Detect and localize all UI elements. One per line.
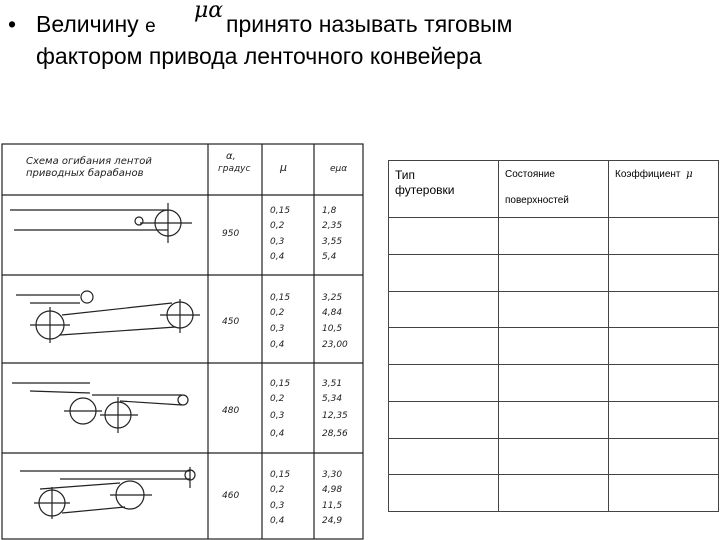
header-surface-state: [499, 161, 609, 218]
header-surface-state-line1: Состояние: [505, 169, 555, 180]
header-lining-type-line2: футеровки: [395, 183, 455, 197]
coef-table-header-row: [389, 161, 719, 218]
header-scheme-line1: Схема огибания лентой: [26, 156, 152, 167]
table-cell: [609, 218, 719, 255]
drive-scheme-scanned-table: [0, 143, 366, 540]
table-grid: [2, 144, 363, 539]
row-3-angle: 480: [222, 406, 240, 416]
row-4-e-2: 4,98: [322, 485, 343, 495]
row-1-angle: 950: [222, 229, 240, 239]
row-3-values: [222, 379, 348, 439]
row-2-e-4: 23,00: [322, 340, 348, 350]
table-cell: [499, 438, 609, 475]
row-1-values: [222, 206, 342, 262]
table-cell: [499, 475, 609, 512]
header-coefficient-label: Коэффициент: [615, 169, 681, 180]
row-3-mu-1: 0,15: [270, 379, 291, 389]
table-cell: [609, 328, 719, 365]
heading-exponent: μα: [194, 0, 224, 23]
row-1-e-4: 5,4: [322, 252, 337, 262]
table-cell: [389, 218, 499, 255]
row-1-e-2: 2,35: [322, 221, 343, 231]
row-4-e-4: 24,9: [322, 516, 343, 526]
table-row: [389, 254, 719, 291]
table-cell: [609, 365, 719, 402]
heading-line-1: [36, 8, 156, 43]
heading-e-symbol: e: [145, 16, 156, 37]
row-1-mu-3: 0,3: [270, 237, 285, 247]
table-row: [389, 365, 719, 402]
row-4-e-1: 3,30: [322, 470, 343, 480]
table-cell: [499, 401, 609, 438]
row-2-angle: 450: [222, 317, 240, 327]
row-1-e-1: 1,8: [322, 206, 337, 216]
row-4-e-3: 11,5: [322, 501, 343, 511]
row-4-mu-2: 0,2: [270, 485, 285, 495]
table-cell: [609, 401, 719, 438]
row-3-mu-4: 0,4: [270, 429, 285, 439]
belt-scheme-2-icon: [16, 291, 200, 343]
row-3-mu-2: 0,2: [270, 394, 285, 404]
table-cell: [609, 438, 719, 475]
row-2-mu-3: 0,3: [270, 324, 285, 334]
row-2-mu-4: 0,4: [270, 340, 285, 350]
table-row: [389, 438, 719, 475]
row-2-mu-2: 0,2: [270, 308, 285, 318]
row-4-mu-3: 0,3: [270, 501, 285, 511]
row-1-mu-1: 0,15: [270, 206, 291, 216]
table-row: [389, 328, 719, 365]
heading-text-part2: принято называть тяговым: [226, 11, 513, 37]
table-row: [389, 401, 719, 438]
header-coefficient: [609, 161, 719, 218]
table-row: [389, 218, 719, 255]
header-e-mu-alpha: eμα: [330, 164, 348, 174]
row-2-values: [222, 293, 348, 350]
table-cell: [389, 475, 499, 512]
heading-line-2: фактором привода ленточного конвейера: [36, 43, 482, 69]
table-cell: [389, 254, 499, 291]
table-cell: [609, 254, 719, 291]
row-4-mu-4: 0,4: [270, 516, 285, 526]
row-3-e-2: 5,34: [322, 394, 343, 404]
belt-scheme-4-icon: [20, 467, 195, 519]
table-cell: [499, 328, 609, 365]
row-2-e-3: 10,5: [322, 324, 343, 334]
row-2-mu-1: 0,15: [270, 293, 291, 303]
header-mu: μ: [280, 161, 287, 174]
table-cell: [609, 475, 719, 512]
header-scheme-line2: приводных барабанов: [26, 168, 144, 179]
table-cell: [499, 218, 609, 255]
belt-scheme-3-icon: [12, 383, 188, 433]
row-4-mu-1: 0,15: [270, 470, 291, 480]
row-3-mu-3: 0,3: [270, 411, 285, 421]
row-1-mu-2: 0,2: [270, 221, 285, 231]
table-cell: [499, 365, 609, 402]
row-4-values: [222, 470, 342, 526]
table-cell: [389, 365, 499, 402]
table-cell: [389, 328, 499, 365]
table-row: [389, 475, 719, 512]
table-row: [389, 291, 719, 328]
table-cell: [389, 401, 499, 438]
row-1-mu-4: 0,4: [270, 252, 285, 262]
table-cell: [609, 291, 719, 328]
row-3-e-1: 3,51: [322, 379, 343, 389]
friction-coefficient-table: [388, 160, 719, 512]
row-1-e-3: 3,55: [322, 237, 343, 247]
header-alpha: α,: [226, 151, 236, 162]
table-cell: [499, 291, 609, 328]
header-lining-type-line1: Тип: [395, 168, 416, 182]
table-cell: [389, 291, 499, 328]
heading-text-part1: Величину: [36, 11, 146, 37]
row-4-angle: 460: [222, 491, 240, 501]
bullet: •: [8, 11, 17, 37]
header-lining-type: [389, 161, 499, 218]
belt-scheme-1-icon: [10, 203, 192, 243]
row-2-e-1: 3,25: [322, 293, 343, 303]
table-cell: [389, 438, 499, 475]
header-coefficient-symbol: μ: [686, 169, 693, 180]
header-degree: градус: [218, 164, 251, 174]
header-surface-state-line2: поверхностей: [505, 195, 569, 206]
row-2-e-2: 4,84: [322, 308, 343, 318]
row-3-e-4: 28,56: [322, 429, 348, 439]
row-3-e-3: 12,35: [322, 411, 348, 421]
table-cell: [499, 254, 609, 291]
